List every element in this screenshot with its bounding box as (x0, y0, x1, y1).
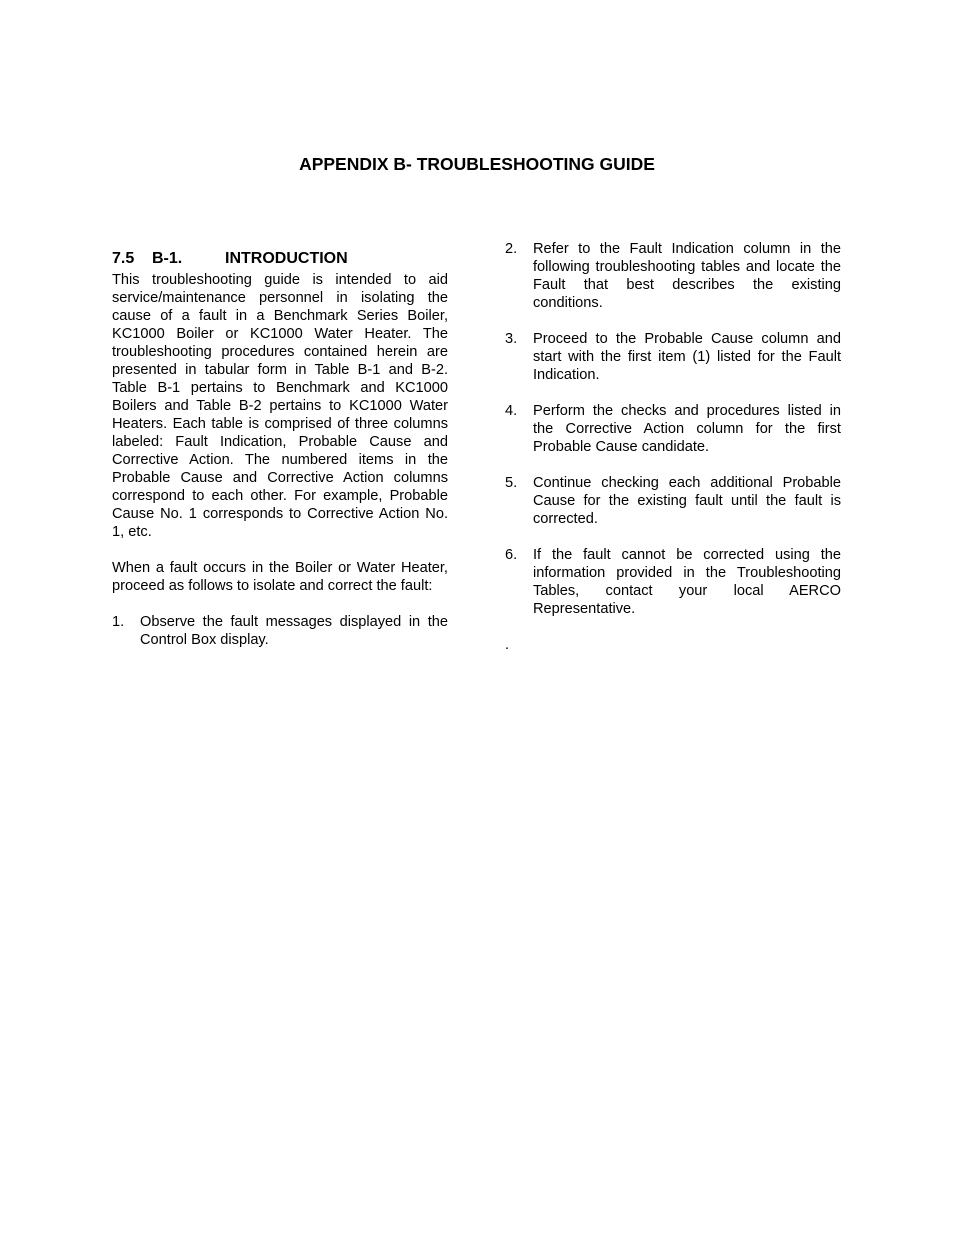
list-item (505, 546, 841, 618)
procedure-intro-paragraph: When a fault occurs in the Boiler or Water Heater, proceed as follows to isolate and correct the fault: (112, 560, 448, 594)
list-item (112, 613, 448, 649)
list-item-text: Observe the fault messages displayed in the Control Box display. (140, 614, 448, 648)
list-item-text: Proceed to the Probable Cause column and start with the first item (1) listed for the Fault Indication. (533, 331, 841, 383)
right-column (505, 240, 841, 654)
list-item-text: Continue checking each additional Probable Cause for the existing fault until the fault is corrected. (533, 475, 841, 527)
list-item (505, 240, 841, 312)
list-item-number: 6. (505, 547, 518, 563)
intro-paragraph: This troubleshooting guide is intended to aid service/maintenance personnel in isolating the cause of a fault in a Benchmark Series Boiler, KC1000 Boiler or KC1000 Water Heater. The troubleshooting procedures contained herein are presented in tabular form in Table B-1 and B-2. Table B-1 pertains to Benchmark and KC1000 Boilers and Table B-2 pertains to KC1000 Water Heaters. Each table is comprised of three columns labeled: Fault Indication, Probable Cause and Corrective Action. The numbered items in the Probable Cause and Corrective Action columns correspond to each other. For example, Probable Cause No. 1 corresponds to Corrective Action No. 1, etc. (112, 272, 448, 540)
list-item-text: If the fault cannot be corrected using the information provided in the Troubleshooting Tables, contact your local AERCO Representative. (533, 547, 841, 617)
section-subnumber: B-1. (152, 250, 183, 267)
section-heading (112, 249, 448, 271)
page-title: APPENDIX B- TROUBLESHOOTING GUIDE (299, 154, 655, 174)
left-column (112, 249, 448, 667)
section-title: INTRODUCTION (225, 250, 348, 267)
list-item-number: 2. (505, 241, 518, 257)
list-item-text: Refer to the Fault Indication column in the following troubleshooting tables and locate the Fault that best describes the existing conditions. (533, 241, 841, 311)
list-item-number: 5. (505, 475, 518, 491)
list-item-number: 1. (112, 614, 125, 630)
list-item-number: 3. (505, 331, 518, 347)
section-number: 7.5 (112, 250, 135, 267)
list-item-number: 4. (505, 403, 518, 419)
list-item (505, 402, 841, 456)
trailing-mark: . (505, 637, 510, 653)
list-item-text: Perform the checks and procedures listed in the Corrective Action column for the first Probable Cause candidate. (533, 403, 841, 455)
list-item (505, 474, 841, 528)
list-item (505, 330, 841, 384)
